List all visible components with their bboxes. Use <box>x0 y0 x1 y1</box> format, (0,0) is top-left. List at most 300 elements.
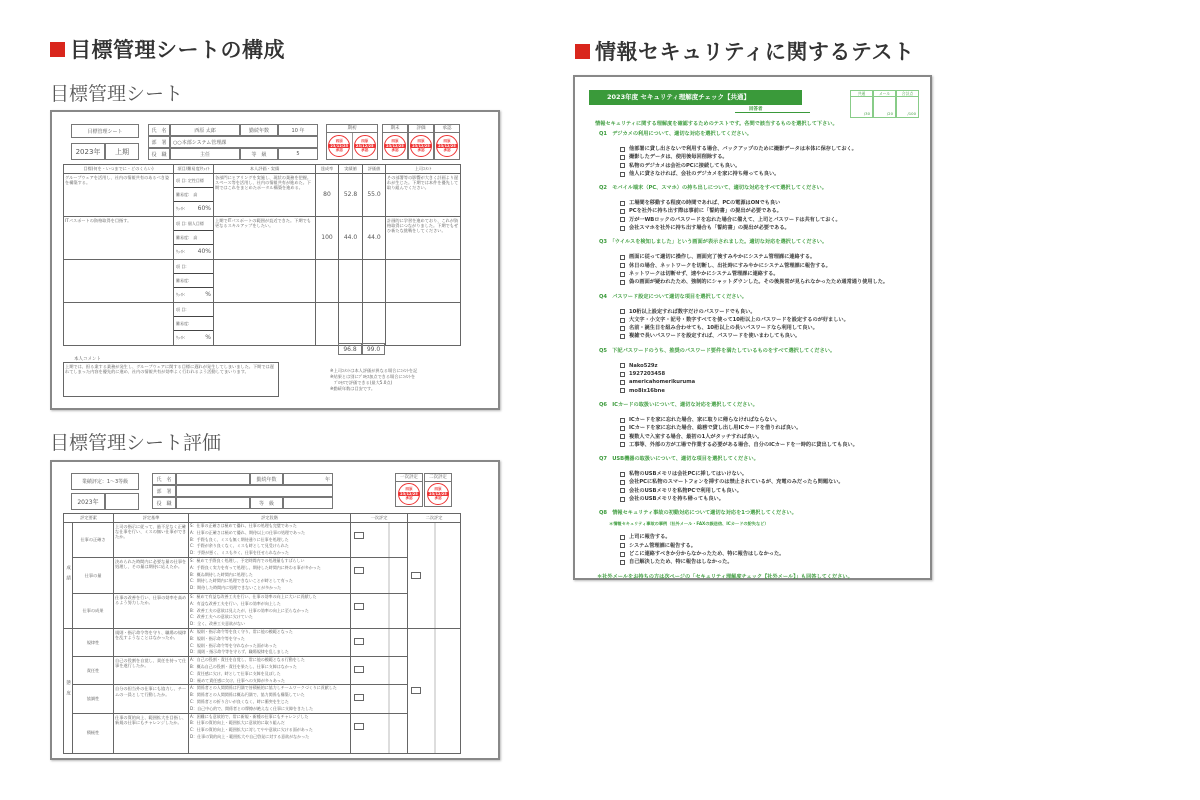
answer-option[interactable] <box>620 478 929 486</box>
question-label: Q4 パスワード設定について適切な項目を選択してください。 <box>599 293 747 300</box>
stamp-box <box>434 124 460 160</box>
stamp-box <box>382 124 408 160</box>
stamp-header: 承認 <box>435 125 459 133</box>
question-block <box>599 293 929 341</box>
answer-option[interactable] <box>620 441 929 449</box>
answer-option[interactable] <box>620 533 929 541</box>
stage-text: C：責任感に欠け、時として仕事に支障を及ぼした <box>190 670 281 676</box>
option-text: 会社PCに私物のスマートフォンを挿すのは禁止されているが、充電のみだったら問題ない。 <box>629 479 844 486</box>
answer-option[interactable] <box>620 262 929 270</box>
self-eval-cell: 各部門にヒアリングを実施し、現状の業務を把握。スペース等を活用し、社内の情報共有が進めた。下期ではこれをまとめたポータル構築を進める。 <box>214 174 316 217</box>
stage-text: B：仕事の質的向上・範囲拡大に意欲的に取り組んだ <box>190 720 285 726</box>
table-row <box>64 593 461 628</box>
stage-text: C：仕事の質的向上・範囲拡大に対してやや意欲に欠ける面があった <box>190 727 313 733</box>
checkbox[interactable] <box>620 426 625 431</box>
question-block <box>599 184 929 232</box>
option-text: 会社スマホを社外に持ち出す場合も「誓約書」の提出が必要である。 <box>629 225 790 232</box>
answer-option[interactable] <box>620 362 929 370</box>
question-label: Q5 下記パスワードのうち、推奨のパスワード要件を満たしているものをすべて選択してください。 <box>599 347 836 354</box>
question-label: Q1 デジカメの利用について、適切な対応を選択してください。 <box>599 131 752 137</box>
option-text: 工場間を移動する程度の時間であれば、PCの電源はONでも良い <box>629 200 781 207</box>
name-label: 氏 名 <box>152 473 176 485</box>
approval-stamp <box>328 135 350 157</box>
stage-text: D：期待した時間内に処理できないことが多かった <box>190 585 282 591</box>
table-row <box>64 685 461 713</box>
checkbox[interactable] <box>620 434 625 439</box>
total-score: 99.0 <box>362 343 385 355</box>
goal-cell: ITパスポートの資格取得を目指す。 <box>64 217 174 260</box>
checkbox[interactable] <box>620 560 625 565</box>
total-actual: 96.8 <box>338 343 362 355</box>
checkbox[interactable] <box>620 209 625 214</box>
table-row <box>64 174 461 217</box>
heading-text: 情報セキュリティに関するテスト <box>595 40 915 64</box>
first-eval-input[interactable] <box>354 532 364 539</box>
answer-option[interactable] <box>620 199 929 207</box>
table-header: 評定要素 <box>64 514 114 523</box>
answer-option[interactable] <box>620 145 929 153</box>
table-header: 二次評定 <box>408 514 461 523</box>
stamp-label: 承認 <box>335 148 343 153</box>
table-header: 実績値 <box>339 165 363 174</box>
score-label: メール <box>874 91 895 97</box>
option-text: システム管理課に報告する。 <box>629 542 696 549</box>
position-label: 役 職 <box>148 148 170 160</box>
table-row <box>64 260 461 303</box>
criteria-text: 上司の指示に従って、過不足なく正確な仕事を行い、ミスの無い仕事ができたか。 <box>114 523 189 558</box>
checkbox[interactable] <box>620 497 625 502</box>
table-header: 項目/難易度/ｳｪｲﾄ <box>174 165 214 174</box>
option-text: 自己解決したため、特に報告はしなかった。 <box>629 559 733 566</box>
option-text: 10桁以上設定すれば数字だけのパスワードでも良い。 <box>629 308 756 315</box>
stamp-date: 23/12/25 <box>438 143 456 148</box>
checkbox[interactable] <box>620 372 625 377</box>
grade-value <box>283 497 333 509</box>
position-value: 主任 <box>170 148 240 160</box>
boss-comment-cell: その部署等の影響が大きく計画より遅れが生じた。下期では本件を優先して取り組んでください。 <box>386 174 461 217</box>
position-value <box>176 497 250 509</box>
grade-label: 等 級 <box>240 148 278 160</box>
question-block <box>599 238 929 286</box>
element-label: 責任性 <box>73 657 114 685</box>
section-heading-security-test <box>575 36 915 66</box>
position-label: 役 職 <box>152 497 176 509</box>
table-header: 目標(何を・いつまでに・どのくらい) <box>64 165 174 174</box>
stamp-header: 評価 <box>409 125 433 133</box>
name-value: 西原 太郎 <box>170 124 240 136</box>
difficulty-label: 難易度: 高 <box>176 191 198 197</box>
stamp-date: 23/12/25 <box>386 143 404 148</box>
stage-text: C：関係者との折り合いが良くなく、時に衝突を生じた <box>190 698 289 704</box>
checkbox[interactable] <box>620 488 625 493</box>
term-label: 上期 <box>105 143 139 160</box>
option-text: 会社のUSBメモリを私物PCで利用しても良い。 <box>629 487 742 494</box>
item-label: 項 目: <box>176 263 187 269</box>
stamp-name: 西原 <box>434 487 442 492</box>
subheading-goal-sheet: 目標管理シート <box>50 83 184 105</box>
achievement-rate: 100 <box>316 217 339 260</box>
actual-value <box>339 260 363 303</box>
checkbox[interactable] <box>620 318 625 323</box>
stage-text: A：有益な改善工夫を行い、仕事の効率が向上した <box>190 600 281 606</box>
weight-value: 60% <box>197 205 211 213</box>
stage-text: S：極めて手際良く処理し、予定時間内での処理量もすばらしい <box>190 557 305 563</box>
score-label: 共通 <box>851 91 872 97</box>
first-eval-input[interactable] <box>354 723 364 730</box>
checkbox[interactable] <box>620 309 625 314</box>
option-text: 工事等、外部の方が工場で作業する必要がある場合、自分のICカードを一時的に貸出しても良い。 <box>629 441 858 448</box>
checkbox[interactable] <box>620 388 625 393</box>
weight-value: % <box>205 334 211 342</box>
boss-comment-cell <box>386 260 461 303</box>
table-row <box>64 628 461 656</box>
answer-option[interactable] <box>620 270 929 278</box>
table-row <box>64 557 461 593</box>
table-header: 評価値 <box>363 165 386 174</box>
stage-text: A：規則・指示命令等を良く守り、常に他の模範となった <box>190 628 293 634</box>
stamp-header: 期末 <box>383 125 407 133</box>
checkbox[interactable] <box>620 263 625 268</box>
eval-table <box>63 513 461 754</box>
checkbox[interactable] <box>620 172 625 177</box>
answer-option[interactable] <box>620 332 929 340</box>
stamp-label: 承認 <box>391 148 399 153</box>
difficulty-label: 難易度: 高 <box>176 234 198 240</box>
question-block <box>599 347 929 395</box>
achievement-rate: 80 <box>316 174 339 217</box>
stamp-label: 承認 <box>443 148 451 153</box>
checkbox[interactable] <box>620 226 625 231</box>
criteria-text: 自己の役割を自覚し、責任を持って仕事を遂行したか。 <box>114 657 189 685</box>
approval-stamp <box>436 135 458 157</box>
actual-value <box>339 303 363 346</box>
option-text: mo8ix16bne <box>629 387 665 394</box>
checkbox[interactable] <box>620 201 625 206</box>
dept-value <box>176 485 333 497</box>
checkbox[interactable] <box>620 217 625 222</box>
answer-option[interactable] <box>620 207 929 215</box>
checkbox[interactable] <box>620 334 625 339</box>
checkbox[interactable] <box>620 543 625 548</box>
question-note: ＊情報セキュリティ事故の事例（社外メール・FAXの誤送信、ICカードの紛失など） <box>609 521 769 527</box>
stamp-name: 西原 <box>335 139 343 144</box>
sheet-note: ※上司ｺﾒﾝﾄは本人評価が異なる場合にｺﾒﾝﾄを記 <box>330 368 418 373</box>
score-box <box>896 90 919 118</box>
answer-option[interactable] <box>620 470 929 478</box>
achievement-rate <box>316 260 339 303</box>
stamp-date: 23/12/25 <box>400 491 418 496</box>
item-label: 項 目: 定性目標 <box>176 177 204 183</box>
stamp-name: 西原 <box>417 139 425 144</box>
sheet-note: ※勤続年数は目安です。 <box>330 386 376 391</box>
approval-stamp <box>410 135 432 157</box>
first-eval-input[interactable] <box>354 694 364 701</box>
table-row <box>64 657 461 685</box>
answer-option[interactable] <box>620 387 929 395</box>
item-label: 項 目: 個人目標 <box>176 220 204 226</box>
option-text: PCを社外に持ち出す際は事前に「誓約書」の提出が必要である。 <box>629 208 782 215</box>
first-eval-input[interactable] <box>354 638 364 645</box>
tenure-label: 勤続年数 <box>240 124 278 136</box>
answer-option[interactable] <box>620 558 929 566</box>
score-box <box>850 90 873 118</box>
score-value <box>363 260 386 303</box>
actual-value: 52.8 <box>339 174 363 217</box>
sheet-note: ※結果とは別にﾌﾟﾛｾｽ加点できる場合にｺﾒﾝﾄを <box>330 374 416 379</box>
test-footnote: ＊社外メールをお持ちの方は次ページの「セキュリティ理解度チェック【社外メール】」も回答してください。 <box>597 573 853 580</box>
eval-stamp-box <box>395 473 423 507</box>
table-row <box>64 713 461 753</box>
checkbox[interactable] <box>620 155 625 160</box>
option-text: ICカードを家に忘れた場合、家に取りに帰らなければならない。 <box>629 416 780 423</box>
table-header: 一次評定 <box>351 514 408 523</box>
element-label: 仕事の正確さ <box>73 523 114 558</box>
option-text: ネットワークは切断せず、速やかにシステム管理課に連絡する。 <box>629 270 779 277</box>
red-square-icon <box>575 44 590 59</box>
checkbox[interactable] <box>620 472 625 477</box>
stamp-label: 承認 <box>405 496 413 501</box>
answer-option[interactable] <box>620 224 929 232</box>
second-eval-input[interactable] <box>411 687 421 694</box>
stage-text: S：極めて有益な改善工夫を行い、仕事の効率の向上に大いに貢献した <box>190 593 317 599</box>
option-text: 1927203458 <box>629 371 666 378</box>
second-eval-input[interactable] <box>411 572 421 579</box>
answer-option[interactable] <box>620 550 929 558</box>
answer-option[interactable] <box>620 153 929 161</box>
answer-option[interactable] <box>620 495 929 503</box>
item-label: 項 目: <box>176 306 187 312</box>
answer-option[interactable] <box>620 424 929 432</box>
answer-option[interactable] <box>620 316 929 324</box>
self-eval-cell <box>214 303 316 346</box>
option-text: 上司に報告する。 <box>629 534 671 541</box>
table-header: 上司ｺﾒﾝﾄ <box>386 165 461 174</box>
tenure-label: 勤続年数 <box>250 473 283 485</box>
score-value: /30 <box>863 111 870 116</box>
stamp-box-start <box>326 124 378 160</box>
stage-text: A：困難にも意欲的で、常に新規・新種の仕事にもチャレンジした <box>190 713 309 719</box>
question-label: Q6 ICカードの取扱いについて、適切な対応を選択してください。 <box>599 401 758 408</box>
sheet-title: 目標管理シート <box>71 124 139 138</box>
checkbox[interactable] <box>620 326 625 331</box>
checkbox[interactable] <box>620 552 625 557</box>
score-value: 55.0 <box>363 174 386 217</box>
checkbox[interactable] <box>620 272 625 277</box>
difficulty-label: 難易度: <box>176 320 190 326</box>
boss-comment-cell: 計画的に学習を進めており、これが資格取得につながりました。下期でもぜひ新たな挑戦をしてください。 <box>386 217 461 260</box>
stamp-header: 期初 <box>327 125 377 133</box>
weight-label: ｳｪｲﾄ: <box>176 206 186 212</box>
first-eval-input[interactable] <box>354 666 364 673</box>
stamp-date: 23/12/25 <box>330 143 349 148</box>
eval-title: 業績評定：1〜3等級 <box>71 473 139 490</box>
checkbox[interactable] <box>620 280 625 285</box>
option-text: 撮影したデータは、使用後毎回削除する。 <box>629 154 728 161</box>
grade-value: 5 <box>278 148 318 160</box>
criteria-text: 仕事の改善を行い、仕事の効率を高めるよう努力したか。 <box>114 593 189 628</box>
checkbox[interactable] <box>620 535 625 540</box>
actual-value: 44.0 <box>339 217 363 260</box>
year-label: 2023年 <box>71 143 105 160</box>
stamp-date: 23/12/25 <box>355 143 374 148</box>
answer-option[interactable] <box>620 324 929 332</box>
tenure-value: 10 年 <box>278 124 318 136</box>
boss-comment-cell <box>386 303 461 346</box>
stage-text: B：関係者との人間関係は概ね円満で、協力関係も構築していた <box>190 692 305 698</box>
sheet-note: ﾌﾟﾛｾｽで評価できる(最大5.0点) <box>330 380 393 385</box>
table-row <box>64 217 461 260</box>
checkbox[interactable] <box>620 380 625 385</box>
option-text: 他人に貸さなければ、会社のデジカメを家に持ち帰っても良い。 <box>629 170 780 177</box>
stamp-label: 承認 <box>434 496 442 501</box>
checkbox[interactable] <box>620 255 625 260</box>
option-text: 会社のUSBメモリを持ち帰っても良い。 <box>629 496 724 503</box>
option-text: 複雑で長いパスワードを設定すれば、パスワードを使いまわしても良い。 <box>629 333 801 340</box>
checkbox[interactable] <box>620 442 625 447</box>
stage-text: C：手際が余り良くなく、ミスも時として見受けられた <box>190 543 289 549</box>
criteria-text: 決められた時間内に必要な量の仕事を処理し、その量は期待に応えたか。 <box>114 557 189 593</box>
stage-text: B：概ね自己の役割・責任を果たし、仕事に支障はなかった <box>190 663 297 669</box>
element-label: 仕事の成果 <box>73 593 114 628</box>
element-label: 協調性 <box>73 685 114 713</box>
weight-label: ｳｪｲﾄ: <box>176 249 186 255</box>
criteria-text: 仕事の質的向上、範囲拡大を目指し、新規の仕事にもチャレンジしたか。 <box>114 713 189 753</box>
first-eval-input[interactable] <box>354 603 364 610</box>
self-eval-cell <box>214 260 316 303</box>
goal-table <box>63 164 461 346</box>
approval-stamp <box>398 483 420 505</box>
approval-stamp <box>427 483 449 505</box>
answer-option[interactable] <box>620 308 929 316</box>
answer-option[interactable] <box>620 216 929 224</box>
element-label: 仕事の量 <box>73 557 114 593</box>
answer-option[interactable] <box>620 487 929 495</box>
stamp-name: 西原 <box>405 487 413 492</box>
checkbox[interactable] <box>620 418 625 423</box>
stage-text: D：規則・指示命令等を守らず、職場規律を乱しました <box>190 649 289 655</box>
eval-term <box>105 493 139 510</box>
table-row <box>64 303 461 346</box>
grade-label: 等 級 <box>250 497 283 509</box>
option-text: 名前・誕生日を組み合わせても、10桁以上の長いパスワードなら利用して良い。 <box>629 325 818 332</box>
stamp-name: 西原 <box>391 139 399 144</box>
question-block <box>599 130 929 178</box>
self-eval-cell: 上期でITパスポートの範囲が直近できた。下期でも更なるスキルアップをしたい。 <box>214 217 316 260</box>
first-eval-input[interactable] <box>354 567 364 574</box>
answer-option[interactable] <box>620 416 929 424</box>
stage-text: A：自己の役割・責任を自覚し、常に他の模範となる行動をした <box>190 657 305 663</box>
answer-option[interactable] <box>620 162 929 170</box>
answer-option[interactable] <box>620 378 929 386</box>
heading-text: 目標管理シートの構成 <box>70 38 285 62</box>
stage-text: C：期待した時間内に処理できないことが時として有った <box>190 578 293 584</box>
stage-text: S：仕事の正確さは極めて優れ、仕事の処理も完璧であった <box>190 523 297 528</box>
score-value: /20 <box>886 111 893 116</box>
option-text: 大文字・小文字・記号・数字すべてを使って10桁以上のパスワードを設定するのが好ましい。 <box>629 316 849 323</box>
answer-option[interactable] <box>620 433 929 441</box>
goal-cell <box>64 303 174 346</box>
answer-option[interactable] <box>620 542 929 550</box>
stage-text: B：改善工夫の意欲は見えたが、仕事の効率の向上に至らなかった <box>190 607 309 613</box>
question-label: Q3 「ウイルスを検知しました」という画面が表示されました。適切な対応を選択してください。 <box>599 239 828 246</box>
answer-option[interactable] <box>620 278 929 286</box>
stage-text: C：規則・指示命令等を守れなかった面があった <box>190 642 277 648</box>
stage-text: D：手際が悪く、ミスも多く、仕事を任せられなかった <box>190 550 289 556</box>
eval-stamp-box <box>424 473 452 507</box>
question-block <box>599 455 929 503</box>
stage-text: B：規則・指示命令等を守った <box>190 635 245 641</box>
score-box <box>873 90 896 118</box>
stamp-date: 23/12/25 <box>412 143 430 148</box>
option-text: 複数人で入室する場合、最初の1人がタッチすれば良い。 <box>629 433 763 440</box>
criteria-text: 規則・指示命令等を守り、職場の規律を乱すようなことはなかったか。 <box>114 628 189 656</box>
stage-text: D：極めて責任感に欠け、仕事への支障が多々あった <box>190 677 285 683</box>
group-label: 成績 <box>64 523 73 629</box>
answer-option[interactable] <box>620 170 929 178</box>
option-text: 万が一WBロックのパスワードを忘れた場合に備えて、上司とパスワードは共有しておく。 <box>629 216 841 223</box>
stamp-header: 二次評定 <box>425 474 451 482</box>
answer-option[interactable] <box>620 370 929 378</box>
answer-option[interactable] <box>620 253 929 261</box>
name-value <box>176 473 250 485</box>
stage-text: B：概ね期待した時間内に処理した <box>190 571 253 577</box>
tenure-value: 年 <box>283 473 333 485</box>
achievement-rate <box>316 303 339 346</box>
weight-value: % <box>205 291 211 299</box>
stage-text: C：改善工夫への意欲に欠けていた <box>190 614 253 620</box>
option-text: 偽の画面が疑われたため、強制的にシャットダウンした。その後異常が見られなかったため通常通り使用した。 <box>629 279 889 286</box>
weight-label: ｳｪｲﾄ: <box>176 335 186 341</box>
element-label: 積極性 <box>73 713 114 753</box>
respondent-field: 回答者 <box>735 106 810 113</box>
self-comment-box: 上期では、担る業する業務が発生し、グループウェアに関する目標に遅れが発生してしまいました。下期では遅れてしまった内容を優先的に進め、社内の情報共有が効率よく行われるよう活動してまいります。 <box>63 362 279 397</box>
score-value <box>363 303 386 346</box>
checkbox[interactable] <box>620 480 625 485</box>
option-text: americahomerikuruma <box>629 379 696 386</box>
stamp-label: 承認 <box>361 148 369 153</box>
option-text: 他部署に貸し出さないで利用する場合、バックアップのために撮影データは本体に保存しておく。 <box>629 146 857 152</box>
stage-text: A：手際良く実力を有って処理し、期待した時間内に終わる事が多かった <box>190 564 321 570</box>
option-text: 休日の場合、ネットワークを切断し、出社時にすみやかにシステム管理課に報告する。 <box>629 262 831 269</box>
table-header: 評定段階 <box>189 514 351 523</box>
weight-value: 40% <box>197 248 211 256</box>
subheading-goal-sheet-eval: 目標管理シート評価 <box>50 432 222 454</box>
table-header: 達成率 <box>316 165 339 174</box>
question-label: Q2 モバイル端末（PC、スマホ）の持ち出しについて、適切な対応をすべて選択してください。 <box>599 185 827 192</box>
goal-cell: グループウェアを活用し、社内の情報共有のあるべき姿を構築する。 <box>64 174 174 217</box>
table-header: 評定基準 <box>114 514 189 523</box>
approval-stamp <box>384 135 406 157</box>
section-heading-goal-sheet <box>50 34 285 64</box>
test-intro: 情報セキュリティに関する理解度を確認するためのテストです。各問で該当するものを選択して下さい。 <box>595 121 838 127</box>
question-label: Q8 情報セキュリティ事故の初動対応について適切な対応を1つ選択してください。 <box>599 510 797 517</box>
checkbox[interactable] <box>620 363 625 368</box>
self-comment-label: 本人コメント <box>74 357 101 362</box>
red-square-icon <box>50 42 65 57</box>
checkbox[interactable] <box>620 163 625 168</box>
table-header: 本人評価・実績 <box>214 165 316 174</box>
question-label: Q7 USB機器の取扱いについて、適切な項目を選択してください。 <box>599 456 759 463</box>
option-text: どこに連絡すべきか分からなかったため、特に報告はしなかった。 <box>629 550 785 557</box>
option-text: Nako529z <box>629 362 658 369</box>
option-text: 私物のUSBメモリは会社PCに挿してはいけない。 <box>629 471 748 478</box>
checkbox[interactable] <box>620 147 625 152</box>
goal-cell <box>64 260 174 303</box>
stamp-date: 23/12/25 <box>429 491 447 496</box>
name-label: 氏 名 <box>148 124 170 136</box>
stage-text: A：関係者との人間関係は円満で皆積極的に協力しチームワークづくりに貢献した <box>190 685 337 691</box>
security-test-document <box>573 75 932 580</box>
